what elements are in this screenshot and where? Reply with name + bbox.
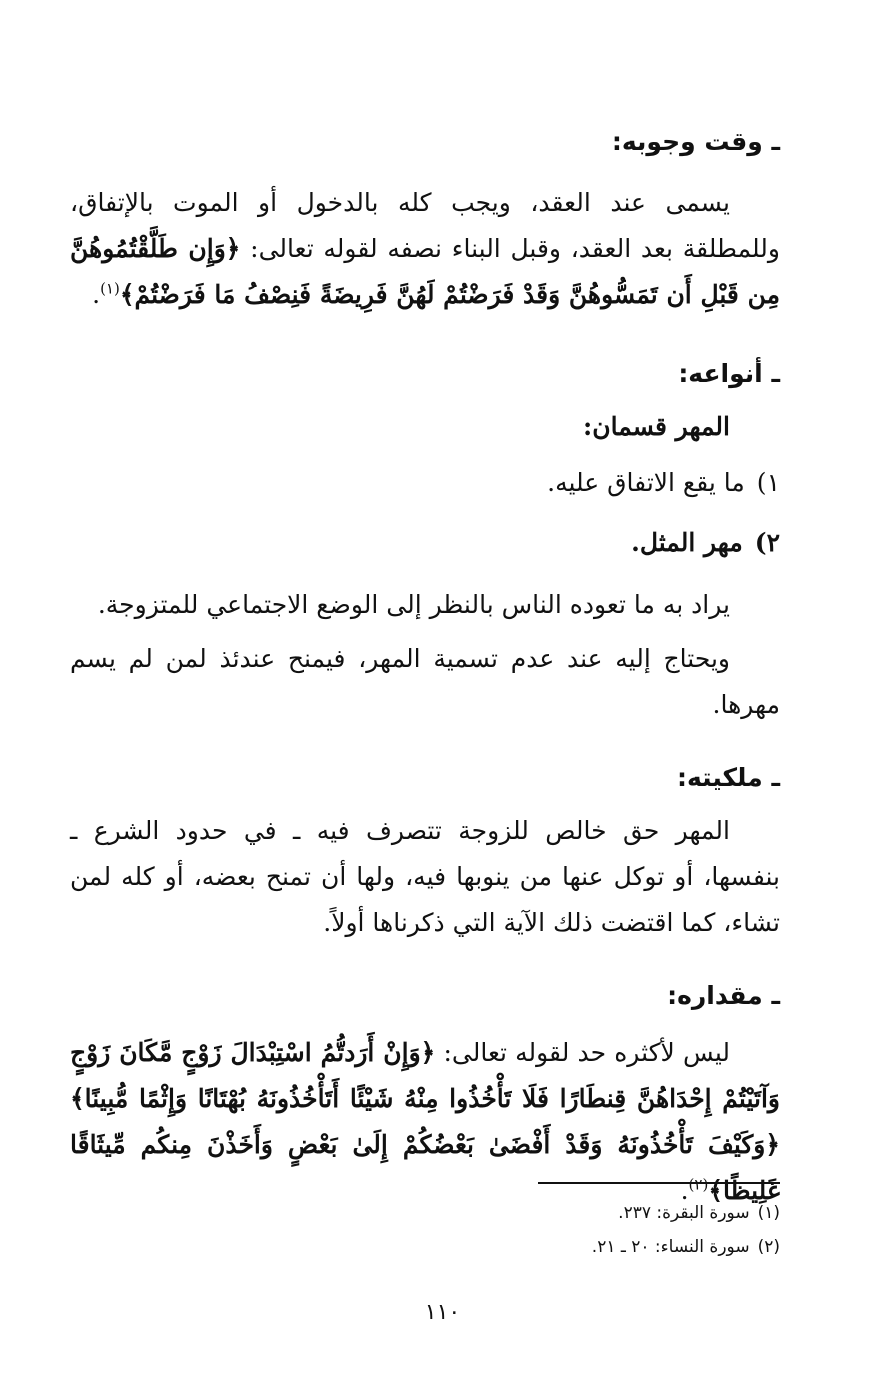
list-item-number: ٢) bbox=[754, 528, 780, 557]
quran-verse: ﴿وَإِن طَلَّقْتُمُوهُنَّ مِن قَبْلِ أَن تَمَسُّوهُنَّ وَقَدْ فَرَضْتُمْ لَهُنَّ فَرِيضَةً فَنِصْفُ مَا فَرَضْتُمْ﴾ bbox=[70, 234, 780, 309]
paragraph-end: . bbox=[92, 280, 101, 309]
footnote-text: سورة البقرة: ٢٣٧. bbox=[618, 1203, 750, 1223]
footnote bbox=[538, 1230, 780, 1264]
paragraph-text: ليس لأكثره حد لقوله تعالى: bbox=[435, 1038, 730, 1067]
page-number: ١١٠ bbox=[424, 1300, 461, 1325]
footnote-ref: (١) bbox=[100, 279, 120, 298]
paragraph-end: . bbox=[680, 1176, 689, 1205]
paragraph-types-1: يراد به ما تعوده الناس بالنظر إلى الوضع الاجتماعي للمتزوجة. bbox=[97, 590, 730, 619]
list-item bbox=[70, 520, 780, 566]
page-body bbox=[70, 110, 780, 1214]
paragraph-text: يسمى عند العقد، ويجب كله بالدخول أو الموت بالإتفاق، وللمطلقة بعد العقد، وقبل البناء نصفه لقوله تعالى: bbox=[70, 188, 780, 263]
list-item-text: مهر المثل. bbox=[631, 528, 743, 557]
heading-ownership: ـ ملكيته: bbox=[676, 763, 780, 792]
heading-time-of-obligation: ـ وقت وجوبه: bbox=[611, 127, 780, 156]
subheading-types: المهر قسمان: bbox=[583, 412, 730, 441]
list-item-text: ما يقع الاتفاق عليه. bbox=[547, 468, 745, 497]
list-item-number: ١) bbox=[756, 468, 780, 497]
heading-amount: ـ مقداره: bbox=[667, 981, 780, 1010]
list-item bbox=[70, 460, 780, 506]
footnote-number: (١) bbox=[757, 1203, 780, 1223]
footnote bbox=[538, 1196, 780, 1230]
quran-verse: ﴿وَإِنْ أَرَدتُّمُ اسْتِبْدَالَ زَوْجٍ مَّكَانَ زَوْجٍ وَآتَيْتُمْ إِحْدَاهُنَّ قِنطَارًا فَلَا تَأْخُذُوا مِنْهُ شَيْئًا أَتَأْخُذُونَهُ بُهْتَانًا وَإِثْمًا مُّبِينًا﴾ ﴿وَكَيْفَ تَأْخُذُونَهُ وَقَدْ أَفْضَىٰ بَعْضُكُمْ إِلَىٰ بَعْضٍ وَأَخَذْنَ مِنكُم مِّيثَاقًا غَلِيظًا﴾ bbox=[70, 1038, 780, 1205]
footnotes bbox=[538, 1182, 780, 1264]
heading-types: ـ أنواعه: bbox=[678, 359, 780, 388]
paragraph-time-of-obligation bbox=[70, 180, 780, 318]
footnote-text: سورة النساء: ٢٠ ـ ٢١. bbox=[591, 1237, 750, 1257]
footnote-number: (٢) bbox=[757, 1237, 780, 1257]
footnote-ref: (٢) bbox=[688, 1175, 709, 1194]
paragraph-ownership: المهر حق خالص للزوجة تتصرف فيه ـ في حدود الشرع ـ بنفسها، أو توكل عنها من ينوبها فيه، ولها أن تمنح بعضه، أو كله لمن تشاء، كما اقتضت ذلك الآية التي ذكرناها أولاً. bbox=[70, 816, 780, 937]
paragraph-types-2: ويحتاج إليه عند عدم تسمية المهر، فيمنح عندئذ لمن لم يسم مهرها. bbox=[70, 644, 780, 719]
